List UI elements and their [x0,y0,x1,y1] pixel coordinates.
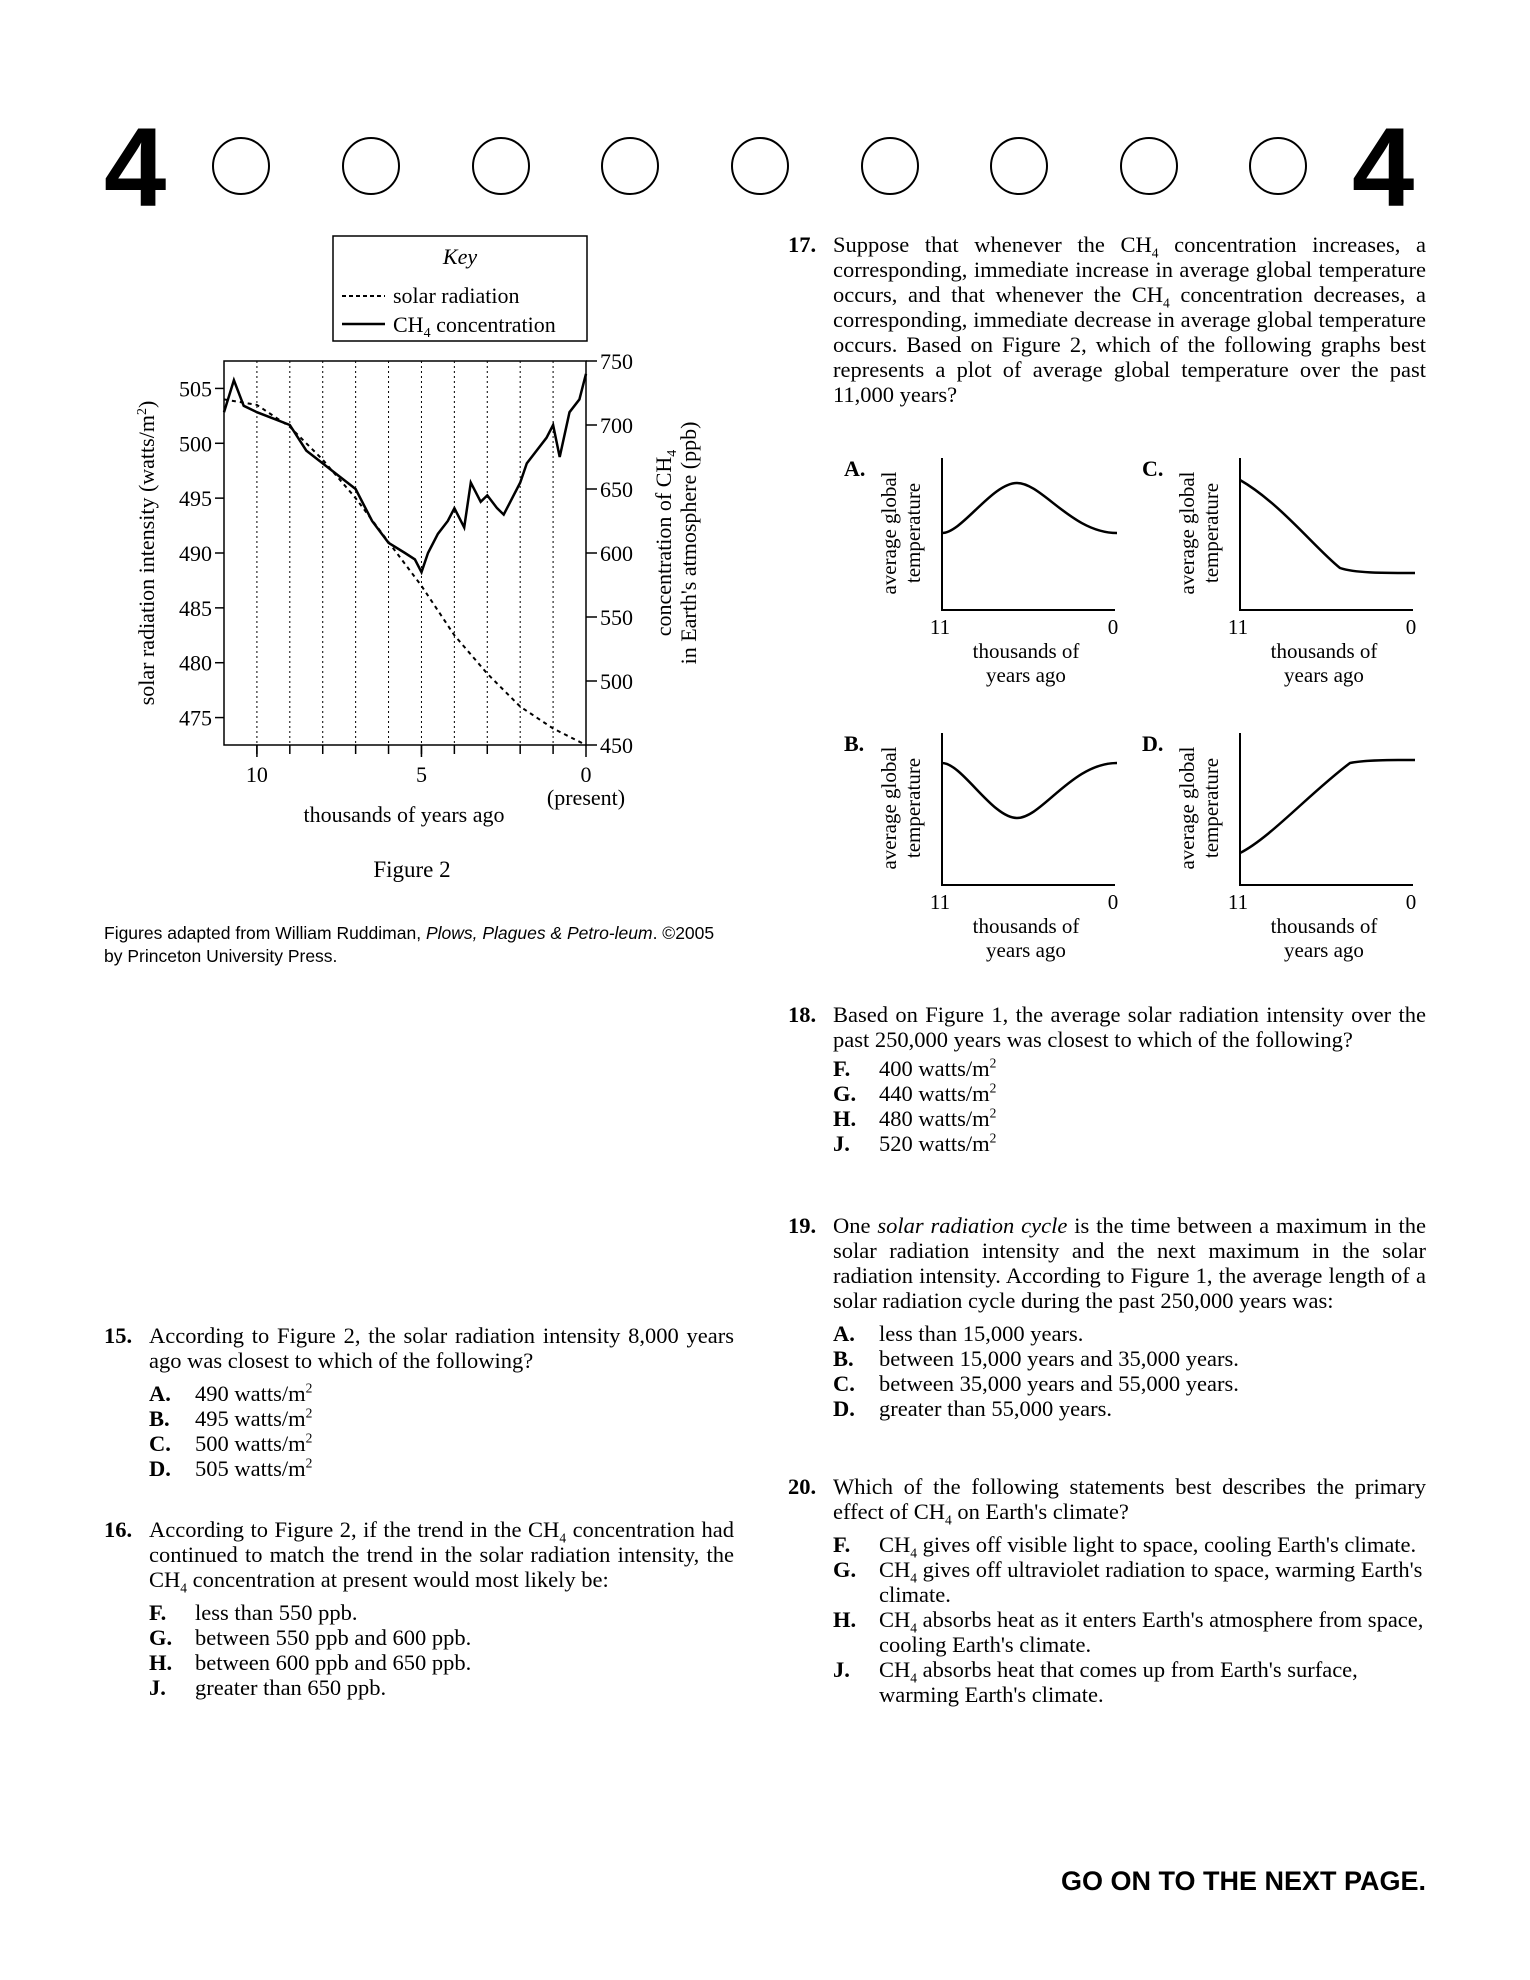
option-text: 400 watts/m [879,1056,990,1081]
option-text: gives off visible light to space, cooling Earth's climate. [917,1532,1417,1557]
key-label-solar: solar radiation [393,283,520,308]
answer-option [149,1600,734,1625]
answer-option: C. 500 watts/$m^2$ [149,1430,313,1456]
option-text: 490 watts/m [195,1381,306,1406]
option-letter: J. [833,1657,850,1682]
option-text: gives off ultraviolet radiation to space, warming Earth's climate. [879,1557,1423,1607]
answer-options [149,1381,734,1481]
option-letter: A. [833,1321,855,1346]
right-tick-label: 450 [600,733,633,758]
graph-ylabel: average global [1175,746,1199,870]
graph-curve [1240,480,1415,573]
graph-letter: C. [1142,456,1164,481]
right-tick-label: 750 [600,349,633,374]
answer-options [833,1056,1426,1156]
answer-graph-decline [1142,456,1416,687]
circle-mark [472,137,530,195]
circle-mark [342,137,400,195]
graph-xlabel: years ago [1284,663,1364,687]
graph-xlabel: thousands of [972,639,1080,663]
graph-ylabel: temperature [901,482,925,584]
graph-axes [942,458,1115,610]
graph-ylabel: temperature [1199,482,1223,584]
graph-curve [942,483,1117,533]
section-number-right: 4 [1352,105,1415,230]
graph-curve [942,763,1117,818]
question-16 [104,1517,734,1700]
answer-option: H. $CH_4$ absorbs heat as it enters Earth's atmosphere from space, cooling Earth's climate. [833,1607,1424,1657]
solar-radiation-line [224,399,586,745]
answer-option [833,1396,1426,1421]
graph-xlabel: years ago [1284,938,1364,962]
answer-options [833,1532,1426,1707]
question-stem: Based on Figure 1, the average solar radiation intensity over the past 250,000 years was closest to which of the following? [833,1002,1426,1052]
option-letter: F. [833,1056,851,1081]
answer-option: D. 505 watts/$m^2$ [149,1455,313,1481]
graph-letter: A. [844,456,866,481]
figure-caption: Figure 2 [373,857,451,882]
answer-option: A. 490 watts/$m^2$ [149,1380,313,1406]
option-text: less than 15,000 years. [879,1321,1084,1346]
graph-x-right: 0 [1107,615,1119,639]
graph-ylabel: average global [1175,471,1199,595]
question-stem: Suppose that whenever the $CH_4$ concentration increases, a corresponding, immediate increase in average global temperature occurs, and that whenever the $CH_4$ concentration decreases, a corresponding, immediate decrease in average global temperature occurs. Based on Figure 2, which of the following graphs best represents a plot of average global temperature over the past 11,000 years? [833,232,1426,407]
question-stem: According to Figure 2, the solar radiation intensity 8,000 years ago was closest to which of the following? [149,1323,734,1373]
left-axis-label: solar radiation intensity $(watts/m^2)$ [134,400,159,706]
right-tick-label: 500 [600,669,633,694]
answer-option [149,1625,734,1650]
option-text: absorbs heat as it enters Earth's atmosphere from space, cooling Earth's climate. [879,1607,1424,1657]
answer-graph-hump [844,456,1118,687]
option-letter: H. [149,1650,173,1675]
figure-credit: Figures adapted from William Ruddiman, Plows, Plagues & Petro-leum. ©2005 by Princeton University Press. [104,923,715,966]
question-number: 18. [788,1002,817,1027]
question-number: 15. [104,1323,133,1348]
option-text: 480 watts/m [879,1106,990,1131]
answer-option [833,1346,1426,1371]
answer-option: J. $CH_4$ absorbs heat that comes up from Earth's surface, warming Earth's climate. [833,1657,1358,1707]
circle-mark [731,137,789,195]
graph-x-right: 0 [1107,890,1119,914]
section-number-left: 4 [104,105,167,230]
question-number: 17. [788,232,817,257]
left-tick-label: 485 [179,595,212,621]
answer-option [149,1650,734,1675]
question-stem: According to Figure 2, if the trend in the $CH_4$ concentration had continued to match the trend in the solar radiation intensity, the $CH_4$ concentration at present would most likely be: [149,1517,734,1596]
option-text: 505 watts/m [195,1456,306,1481]
option-letter: B. [833,1346,854,1371]
option-letter: C. [833,1371,855,1396]
answer-option: F. 400 watts/$m^2$ [833,1055,997,1081]
answer-options [149,1600,734,1700]
answer-graph-rise [1142,731,1416,962]
x-axis-label: thousands of years ago [303,802,505,827]
answer-option: G. 440 watts/$m^2$ [833,1080,997,1106]
option-letter: H. [833,1106,857,1131]
option-letter: B. [149,1406,170,1431]
graph-x-right: 0 [1405,615,1417,639]
option-text: between 550 ppb and 600 ppb. [195,1625,472,1650]
option-text: less than 550 ppb. [195,1600,358,1625]
right-tick-label: 650 [600,477,633,502]
graph-xlabel: years ago [986,938,1066,962]
graph-x-left: 11 [1227,615,1249,639]
graph-x-left: 11 [929,890,951,914]
answer-options [833,1321,1426,1421]
graph-axes [1240,733,1413,885]
plot-tick-labels [179,349,633,787]
answer-graph-dip [844,731,1118,962]
option-text: between 35,000 years and 55,000 years. [879,1371,1239,1396]
option-text: greater than 650 ppb. [195,1675,387,1700]
left-tick-label: 505 [179,376,212,402]
question-stem: One solar radiation cycle is the time between a maximum in the solar radiation intensity and the next maximum in the solar radiation intensity. According to Figure 1, the average length of a solar radiation cycle during the past 250,000 years was: [833,1213,1426,1313]
graph-axes [942,733,1115,885]
option-letter: A. [149,1381,171,1406]
answer-option: J. 520 watts/$m^2$ [833,1130,997,1156]
option-text: 520 watts/m [879,1131,990,1156]
circle-mark [601,137,659,195]
graph-letter: B. [844,731,865,756]
option-letter: J. [833,1131,850,1156]
question-number: 20. [788,1474,817,1499]
option-letter: F. [149,1600,167,1625]
graph-ylabel: temperature [901,757,925,859]
left-tick-label: 490 [179,541,212,566]
graph-x-left: 11 [1227,890,1249,914]
option-text: 440 watts/m [879,1081,990,1106]
option-letter: C. [149,1431,171,1456]
answer-option [833,1371,1426,1396]
graph-curve [1240,760,1415,853]
option-letter: G. [833,1557,857,1582]
left-tick-label: 495 [179,486,212,512]
circle-mark [1249,137,1307,195]
x-tick-label: 10 [245,762,268,787]
answer-option: G. $CH_4$ gives off ultraviolet radiation to space, warming Earth's climate. [833,1557,1423,1607]
graph-xlabel: years ago [986,663,1066,687]
option-letter: D. [833,1396,855,1421]
key-title: Key [442,244,478,269]
option-text: between 15,000 years and 35,000 years. [879,1346,1239,1371]
option-letter: F. [833,1532,851,1557]
graph-x-right: 0 [1405,890,1417,914]
graph-xlabel: thousands of [1270,914,1378,938]
circle-mark [212,137,270,195]
graph-axes [1240,458,1413,610]
question-20 [788,1474,1426,1707]
left-tick-label: 500 [179,431,212,457]
option-letter: G. [833,1081,857,1106]
option-letter: D. [149,1456,171,1481]
option-text: 500 watts/m [195,1431,306,1456]
graph-ylabel: average global [877,471,901,595]
key-label-ch4: $CH_4$ concentration [393,312,556,341]
question-17 [788,232,1426,407]
figure-2-chart [120,228,720,888]
graph-xlabel: thousands of [972,914,1080,938]
x-tick-label: 5 [415,762,427,787]
graph-ylabel: temperature [1199,757,1223,859]
plot-ticks [215,361,597,757]
option-text: 495 watts/m [195,1406,306,1431]
answer-option: F. $CH_4$ gives off visible light to space, cooling Earth's climate. [833,1532,1417,1561]
question-17-graphs [820,448,1430,978]
circle-mark [1120,137,1178,195]
right-axis-label-line2: in Earth's atmosphere (ppb) [676,421,701,665]
left-tick-label: 480 [179,650,212,676]
left-tick-label: 475 [179,705,212,731]
question-stem: Which of the following statements best describes the primary effect of $CH_4$ on Earth's climate? [833,1474,1426,1528]
option-letter: J. [149,1675,166,1700]
question-18 [788,1002,1426,1156]
answer-option [833,1321,1426,1346]
option-text: between 600 ppb and 650 ppb. [195,1650,472,1675]
answer-option [149,1675,734,1700]
circle-mark [861,137,919,195]
x-tick-label: 0 [580,762,592,787]
option-text: absorbs heat that comes up from Earth's surface, warming Earth's climate. [879,1657,1358,1707]
graph-xlabel: thousands of [1270,639,1378,663]
answer-option: H. 480 watts/$m^2$ [833,1105,997,1131]
right-tick-label: 600 [600,541,633,566]
answer-option: B. 495 watts/$m^2$ [149,1405,313,1431]
graph-x-left: 11 [929,615,951,639]
x-present-label: (present) [546,785,626,810]
question-15 [104,1323,734,1481]
right-tick-label: 700 [600,413,633,438]
go-on-next-page: GO ON TO THE NEXT PAGE. [1060,1866,1426,1896]
graph-ylabel: average global [877,746,901,870]
question-19 [788,1213,1426,1421]
ch4-concentration-line [224,374,586,572]
question-number: 19. [788,1213,817,1238]
option-text: greater than 55,000 years. [879,1396,1113,1421]
option-letter: H. [833,1607,857,1632]
option-letter: G. [149,1625,173,1650]
right-axis-label-line1: concentration of $CH_4$ [651,449,680,637]
graph-letter: D. [1142,731,1164,756]
right-tick-label: 550 [600,605,633,630]
question-number: 16. [104,1517,133,1542]
circle-mark [990,137,1048,195]
